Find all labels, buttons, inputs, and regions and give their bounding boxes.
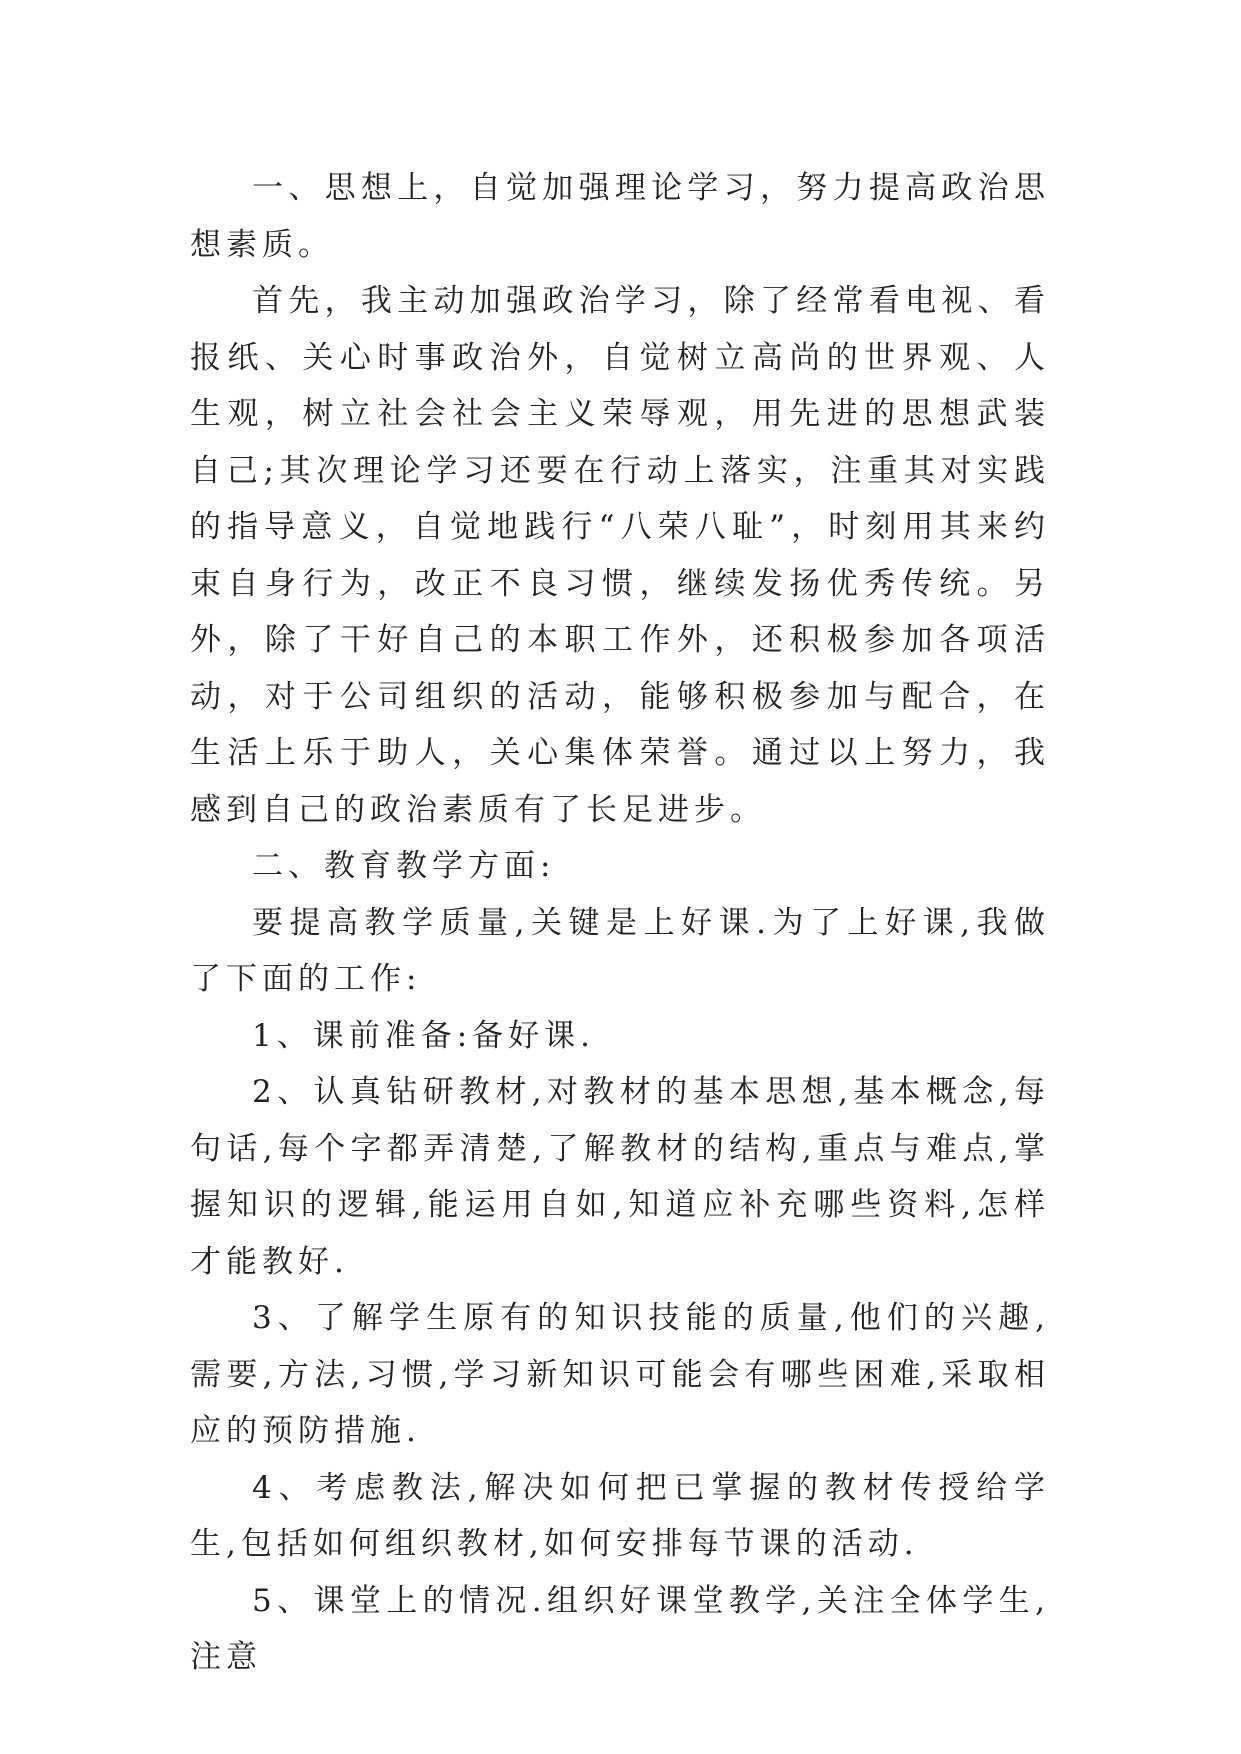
paragraph: 1、课前准备:备好课. <box>252 1017 596 1054</box>
paragraph: 5、课堂上的情况.组织好课堂教学,关注全体学生,注意 <box>190 1582 1050 1675</box>
paragraph: 3、了解学生原有的知识技能的质量,他们的兴趣,需要,方法,习惯,学习新知识可能会有哪些困难,采取相应的预防措施. <box>190 1300 1050 1449</box>
paragraph: 要提高教学质量,关键是上好课.为了上好课,我做了下面的工作: <box>190 904 1050 997</box>
paragraph: 2、认真钻研教材,对教材的基本思想,基本概念,每句话,每个字都弄清楚,了解教材的结构,重点与难点,掌握知识的逻辑,能运用自如,知道应补充哪些资料,怎样才能教好. <box>190 1074 1050 1280</box>
document-body <box>190 160 1050 1686</box>
paragraph: 首先，我主动加强政治学习，除了经常看电视、看报纸、关心时事政治外，自觉树立高尚的世界观、人生观，树立社会社会主义荣辱观，用先进的思想武装自己;其次理论学习还要在行动上落实，注重其对实践的指导意义，自觉地践行“八荣八耻”，时刻用其来约束自身行为，改正不良习惯，继续发扬优秀传统。另外，除了干好自己的本职工作外，还积极参加各项活动，对于公司组织的活动，能够积极参加与配合，在生活上乐于助人，关心集体荣誉。通过以上努力，我感到自己的政治素质有了长足进步。 <box>190 283 1050 828</box>
paragraph: 二、教育教学方面: <box>252 848 556 884</box>
paragraph: 4、考虑教法,解决如何把已掌握的教材传授给学生,包括如何组织教材,如何安排每节课的活动. <box>190 1469 1050 1562</box>
paragraph: 一、思想上，自觉加强理论学习，努力提高政治思想素质。 <box>190 170 1050 263</box>
